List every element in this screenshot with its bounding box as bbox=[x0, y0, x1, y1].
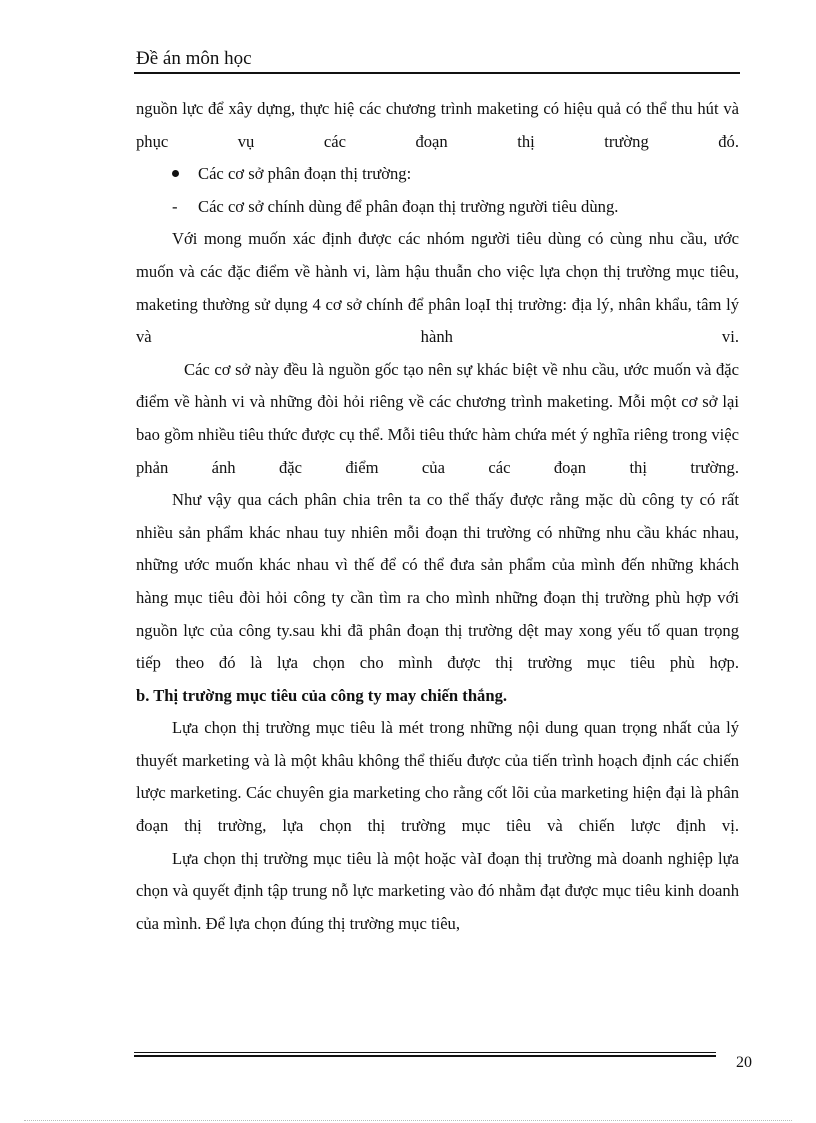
bullet-dot-icon bbox=[136, 158, 198, 191]
dash-text: Các cơ sở chính dùng để phân đoạn thị trường người tiêu dùng. bbox=[198, 196, 619, 216]
document-header-title: Đề án môn học bbox=[136, 48, 252, 69]
paragraph-6: Lựa chọn thị trường mục tiêu là một hoặc vàI đoạn thị trường mà doanh nghiệp lựa chọn và quyết định tập trung nỗ lực marketing vào đó nhằm đạt được mục tiêu kinh doanh của mình. Để lựa chọn đúng thị trường mục tiêu, bbox=[136, 848, 739, 933]
page-number: 20 bbox=[736, 1054, 752, 1071]
footer-rule bbox=[134, 1052, 716, 1053]
paragraph-4: Như vậy qua cách phân chia trên ta co thể thấy được rằng mặc dù công ty có rất nhiều sản phẩm khác nhau tuy nhiên mỗi đoạn thi trường có những nhu cầu khác nhau, những ước muốn khác nhau vì thế để có thể đưa sản phẩm của mình đến những khách hàng mục tiêu đòi hỏi công ty cần tìm ra cho mình những đoạn thị trường phù hợp với nguồn lực của công ty.sau khi đã phân đoạn thị trường dệt may xong yếu tố quan trọng tiếp theo đó là lựa chọn cho mình được thị trường mục tiêu phù hợp. bbox=[136, 490, 739, 673]
paragraph-2: Với mong muốn xác định được các nhóm người tiêu dùng có cùng nhu cầu, ước muốn và các đặc điểm về hành vi, làm hậu thuẫn cho việc lựa chọn thị trường mục tiêu, maketing thường sử dụng 4 cơ sở chính để phân loạI thị trường: địa lý, nhân khẩu, tâm lý và hành vi. bbox=[136, 229, 739, 347]
footer-rule-thick bbox=[134, 1055, 716, 1057]
dash-marker: - bbox=[172, 196, 178, 216]
dash-item bbox=[136, 191, 739, 224]
page-border bbox=[24, 1120, 792, 1121]
section-heading-b: b. Thị trường mục tiêu của công ty may chiến thắng. bbox=[136, 685, 508, 705]
paragraph-3: Các cơ sở này đều là nguồn gốc tạo nên sự khác biệt về nhu cầu, ước muốn và đặc điểm về hành vi và những đòi hỏi riêng về các chương trình maketing. Mỗi một cơ sở lại bao gồm nhiều tiêu thức được cụ thể. Mỗi tiêu thức hàm chứa mét ý nghĩa riêng trong việc phản ánh đặc điểm của các đoạn thị trường. bbox=[136, 359, 739, 477]
header-rule bbox=[134, 72, 740, 74]
bullet-text: Các cơ sở phân đoạn thị trường: bbox=[198, 164, 412, 184]
paragraph-1: nguồn lực để xây dựng, thực hiệ các chương trình maketing có hiệu quả có thể thu hút và phục vụ các đoạn thị trường đó. bbox=[136, 99, 739, 151]
document-body bbox=[136, 93, 739, 940]
bullet-item bbox=[136, 158, 739, 191]
paragraph-5: Lựa chọn thị trường mục tiêu là mét trong những nội dung quan trọng nhất của lý thuyết marketing và là một khâu không thể thiếu được của tiến trình hoạch định các chiến lược marketing. Các chuyên gia marketing cho rằng cốt lõi của marketing hiện đại là phân đoạn thị trường, lựa chọn thị trường mục tiêu và chiến lược định vị. bbox=[136, 718, 739, 836]
